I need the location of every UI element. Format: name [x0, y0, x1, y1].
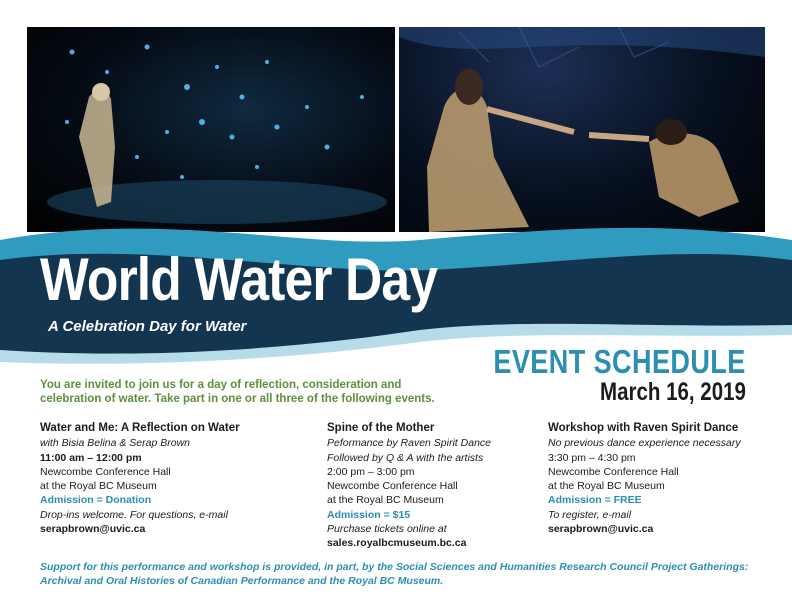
intro-line: You are invited to join us for a day of reflection, consideration and: [40, 379, 402, 391]
event-contact-email[interactable]: serapbrown@uvic.ca: [40, 523, 146, 536]
support-line: Support for this performance and workshop is provided, in part, by the Social Sciences and Humanities Research Council Project Gatherings:: [40, 561, 749, 573]
event-water-and-me: [40, 421, 305, 536]
schedule-heading: EVENT SCHEDULE: [493, 343, 746, 380]
event-subtitle: A Celebration Day for Water: [48, 318, 247, 335]
event-note: Purchase tickets online at: [327, 523, 447, 536]
event-time: 2:00 pm – 3:00 pm: [327, 465, 415, 478]
funding-acknowledgement: [40, 560, 765, 588]
event-ticket-link[interactable]: sales.royalbcmuseum.bc.ca: [327, 537, 467, 550]
event-venue: Newcombe Conference Hall: [40, 465, 171, 478]
event-performers: Peformance by Raven Spirit Dance: [327, 437, 491, 450]
schedule-date: March 16, 2019: [600, 378, 746, 406]
event-hosts: with Bisia Belina & Serap Brown: [40, 437, 190, 450]
event-contact-email[interactable]: serapbrown@uvic.ca: [548, 523, 654, 536]
event-name: Water and Me: A Reflection on Water: [40, 422, 240, 434]
event-admission: Admission = FREE: [548, 494, 642, 507]
event-spine-of-the-mother: [327, 421, 542, 551]
event-venue: at the Royal BC Museum: [548, 480, 665, 493]
event-title: World Water Day: [40, 246, 438, 313]
event-name: Spine of the Mother: [327, 422, 435, 434]
event-venue: at the Royal BC Museum: [40, 480, 157, 493]
intro-text: [40, 378, 460, 406]
event-note: Drop-ins welcome. For questions, e-mail: [40, 508, 228, 521]
event-time: 3:30 pm – 4:30 pm: [548, 451, 636, 464]
event-time: 11:00 am – 12:00 pm: [40, 451, 142, 464]
event-admission: Admission = $15: [327, 508, 411, 521]
event-venue: Newcombe Conference Hall: [327, 480, 458, 493]
event-venue: Newcombe Conference Hall: [548, 465, 679, 478]
event-workshop-raven-spirit: [548, 421, 783, 536]
event-followup: Followed by Q & A with the artists: [327, 451, 484, 464]
event-name: Workshop with Raven Spirit Dance: [548, 422, 739, 434]
event-note: To register, e-mail: [548, 508, 632, 521]
support-line: Archival and Oral Histories of Canadian Performance and the Royal BC Museum.: [40, 575, 444, 587]
intro-line: celebration of water. Take part in one or all three of the following events.: [40, 393, 435, 405]
event-venue: at the Royal BC Museum: [327, 494, 444, 507]
event-admission: Admission = Donation: [40, 494, 152, 507]
event-requirements: No previous dance experience necessary: [548, 437, 741, 450]
